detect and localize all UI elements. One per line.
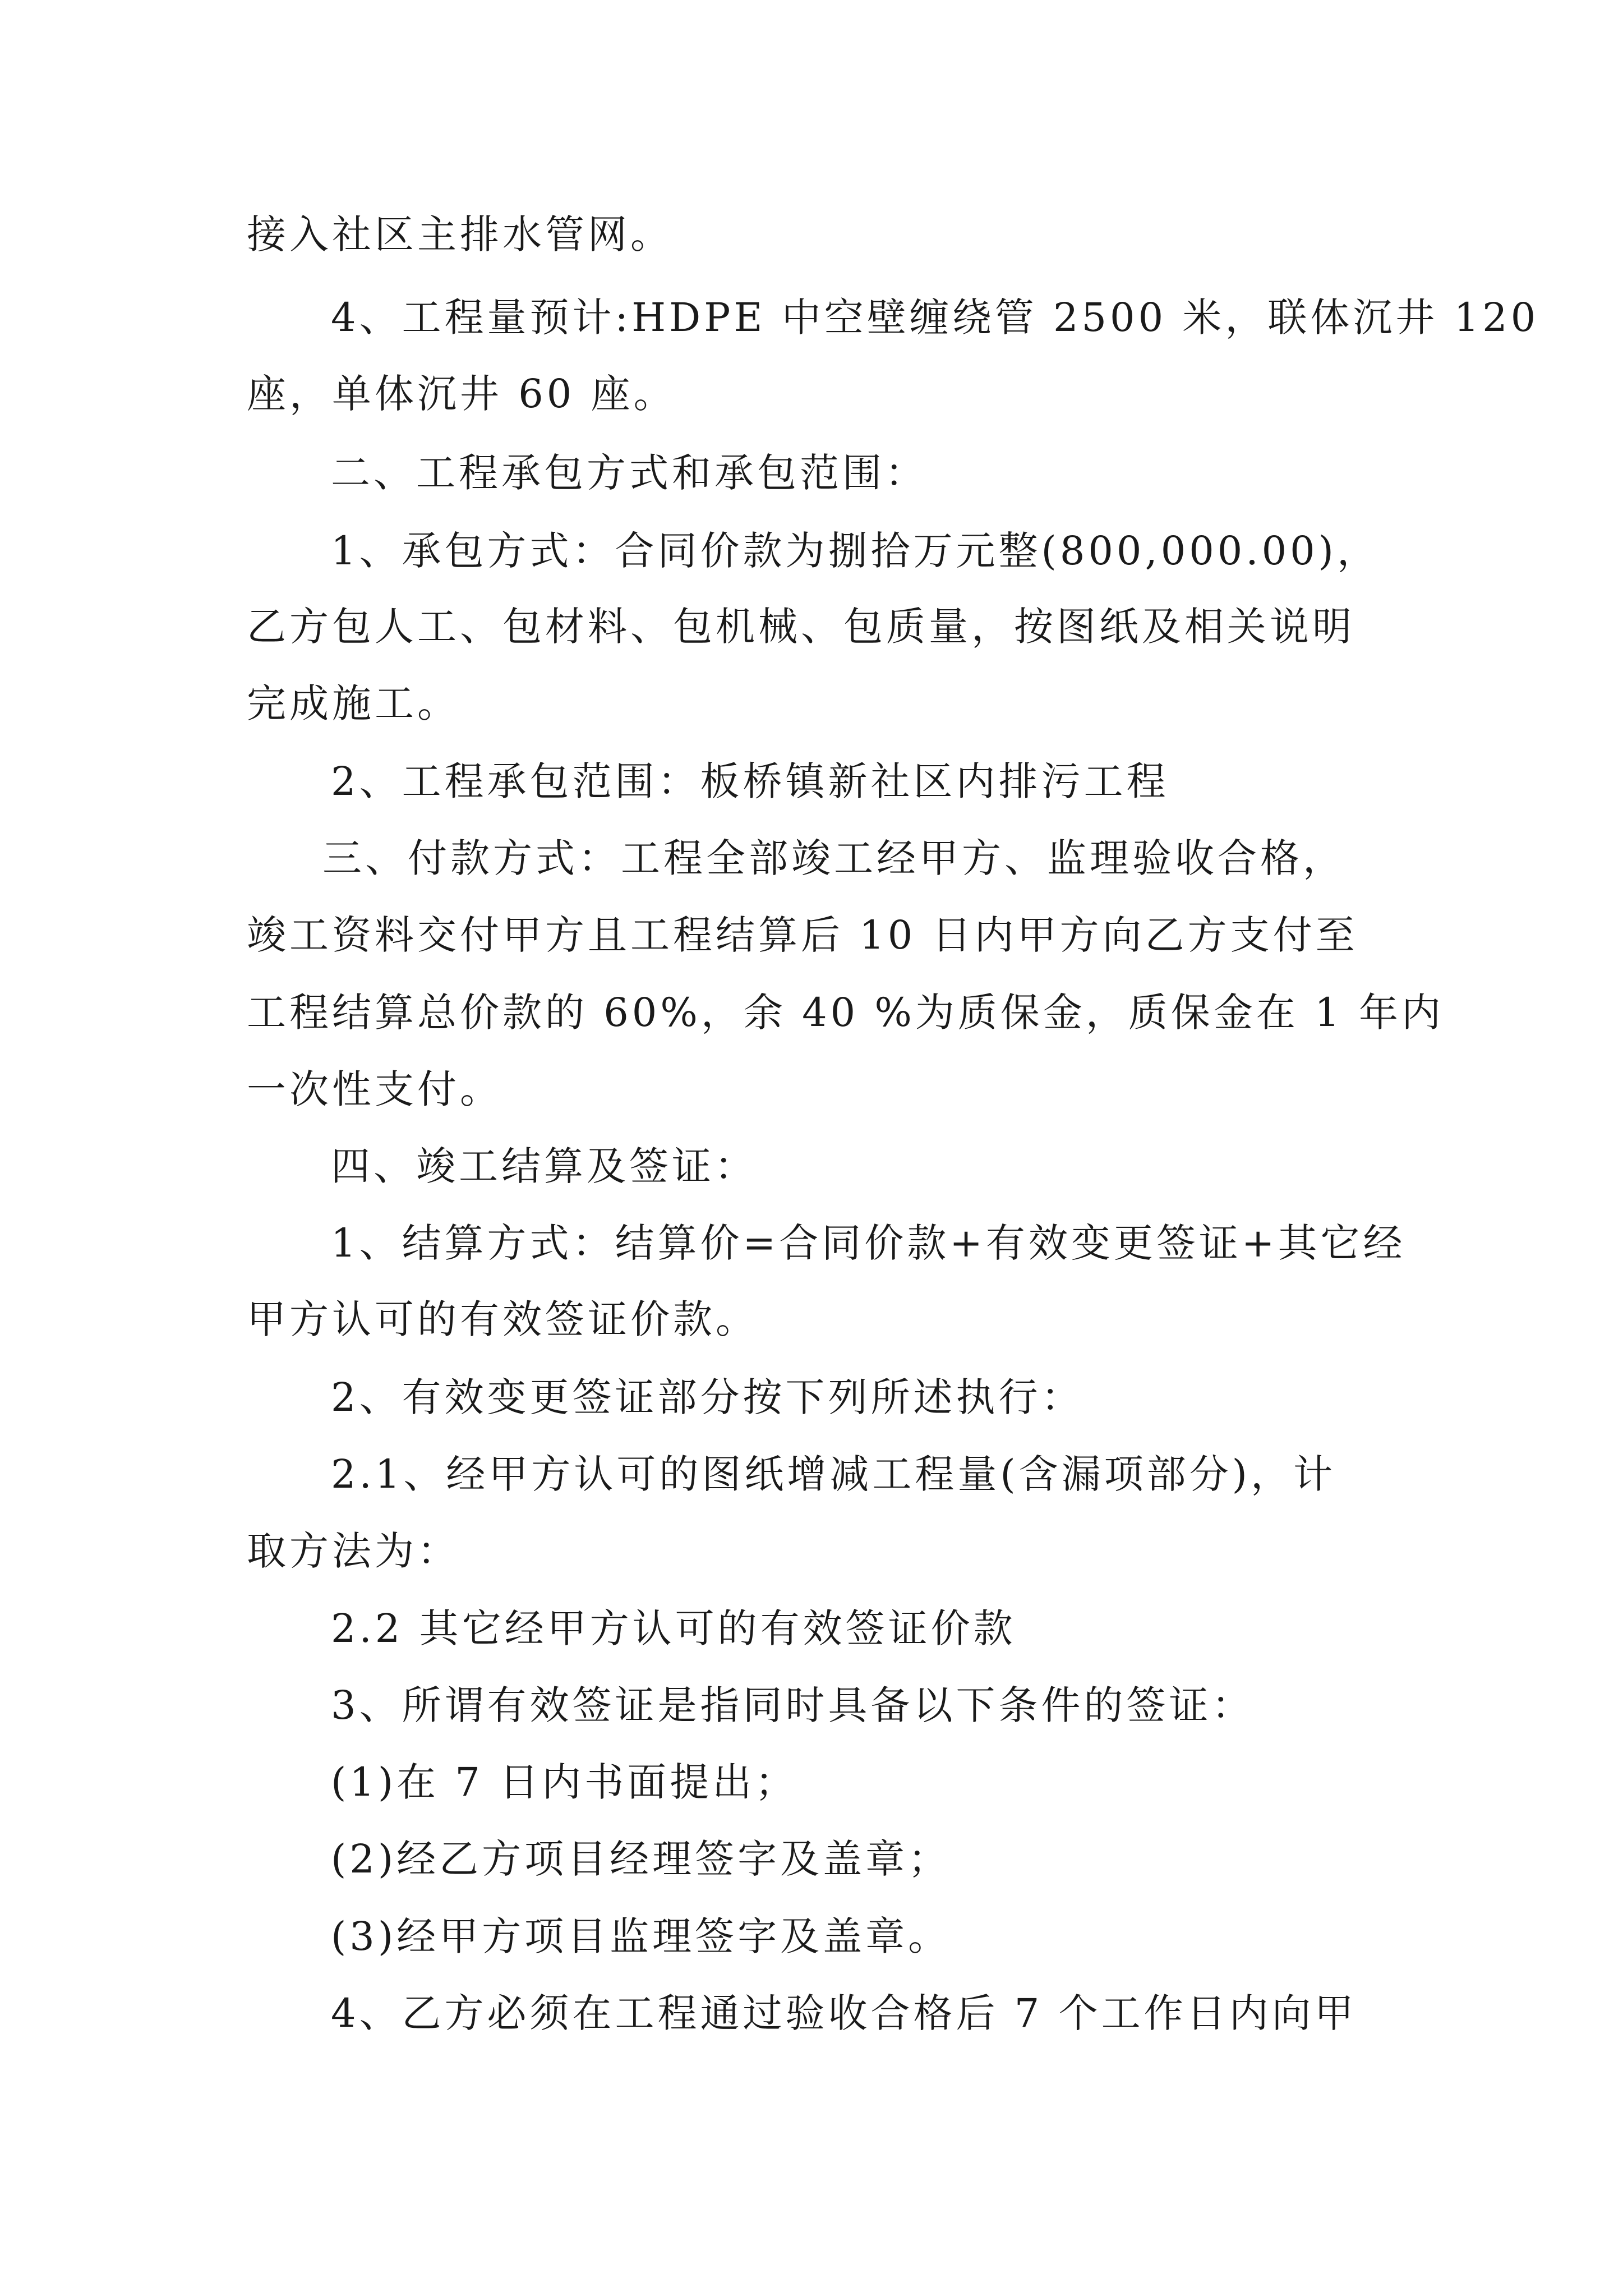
- text-line: 接入社区主排水管网。: [247, 211, 673, 257]
- text-line: 4、工程量预计:HDPE 中空壁缠绕管 2500 米，联体沉井 120: [331, 295, 1539, 341]
- text-line: 完成施工。: [247, 680, 460, 726]
- section-heading: 三、付款方式：工程全部竣工经甲方、监理验收合格，: [322, 835, 1345, 881]
- text-line: 座，单体沉井 60 座。: [247, 371, 676, 417]
- text-line: 3、所谓有效签证是指同时具备以下条件的签证：: [331, 1682, 1255, 1728]
- text-line: 1、结算方式：结算价=合同价款+有效变更签证+其它经: [331, 1220, 1406, 1266]
- text-line: 竣工资料交付甲方且工程结算后 10 日内甲方向乙方支付至: [247, 912, 1358, 958]
- text-line: 1、承包方式：合同价款为捌拾万元整(800,000.00)，: [331, 528, 1380, 574]
- section-heading: 二、工程承包方式和承包范围：: [331, 450, 928, 496]
- text-line: 2.2 其它经甲方认可的有效签证价款: [331, 1605, 1016, 1651]
- text-line: 甲方认可的有效签证价款。: [247, 1296, 758, 1342]
- text-line: 乙方包人工、包材料、包机械、包质量，按图纸及相关说明: [247, 604, 1355, 650]
- list-item: (3)经甲方项目监理签字及盖章。: [331, 1913, 951, 1959]
- text-line: 一次性支付。: [247, 1066, 502, 1112]
- section-heading: 四、竣工结算及签证：: [331, 1143, 757, 1189]
- list-item: (1)在 7 日内书面提出；: [331, 1759, 798, 1805]
- text-line: 2.1、经甲方认可的图纸增减工程量(含漏项部分)，计: [331, 1451, 1336, 1497]
- text-line: 取方法为：: [247, 1528, 460, 1574]
- text-line: 工程结算总价款的 60%，余 40 %为质保金，质保金在 1 年内: [247, 990, 1444, 1036]
- text-line: 2、工程承包范围：板桥镇新社区内排污工程: [331, 758, 1169, 804]
- text-line: 2、有效变更签证部分按下列所述执行：: [331, 1374, 1084, 1420]
- text-line: 4、乙方必须在工程通过验收合格后 7 个工作日内向甲: [331, 1990, 1357, 2036]
- list-item: (2)经乙方项目经理签字及盖章；: [331, 1836, 951, 1882]
